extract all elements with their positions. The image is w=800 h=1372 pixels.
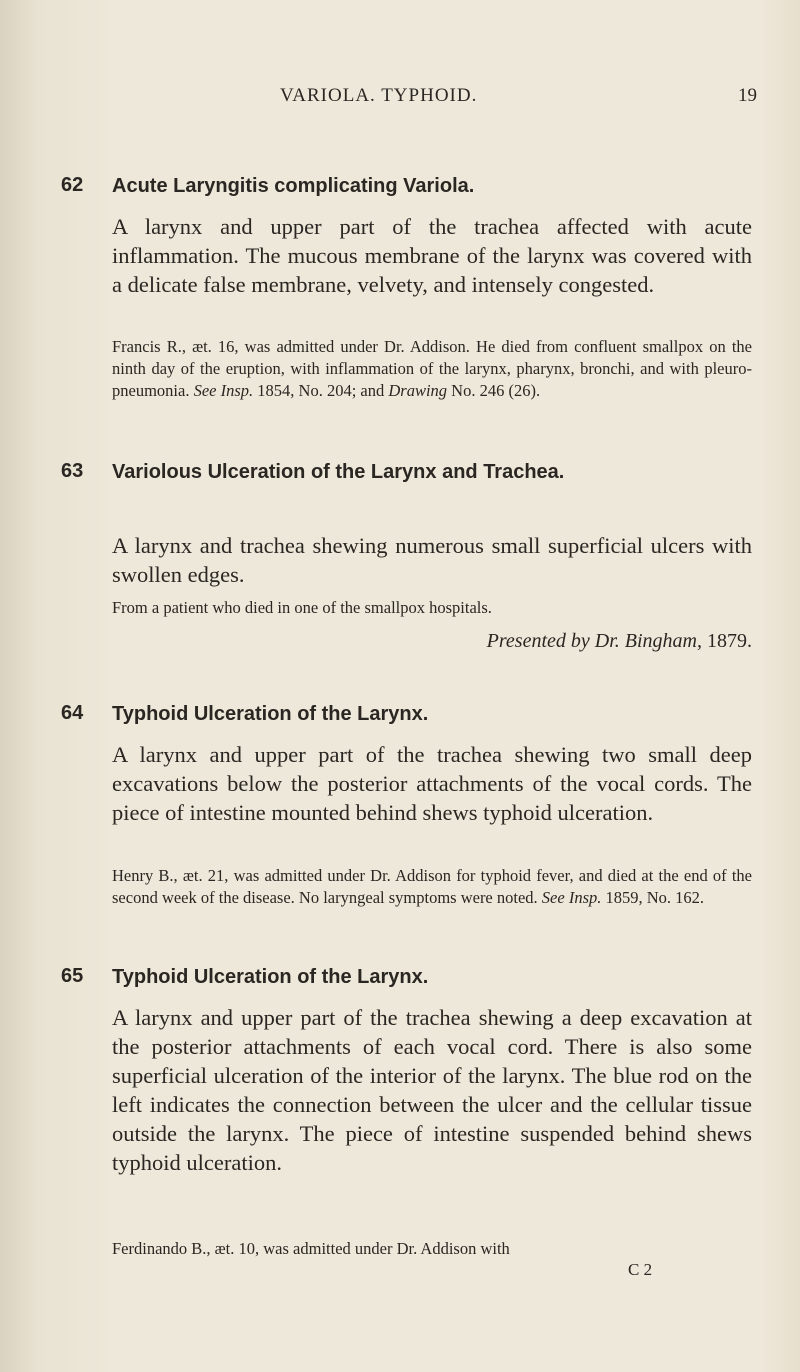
presented-by bbox=[112, 630, 752, 653]
entry-number: 62 bbox=[61, 174, 84, 196]
entry-number: 63 bbox=[61, 460, 84, 482]
entry-description: A larynx and upper part of the trachea affected with acute inflammation. The mucous membrane of the larynx was covered with a delicate false membrane, velvety, and intensely congested. bbox=[112, 214, 752, 297]
case-note-text: Henry B., æt. 21, was admitted under Dr. Addison for typhoid fever, and died at the end of the second week of the disease. No laryngeal symptoms were noted. bbox=[112, 866, 752, 907]
case-note: Ferdinando B., æt. 10, was admitted under Dr. Addison with bbox=[112, 1239, 510, 1258]
reference-text-2: No. 246 (26). bbox=[451, 381, 541, 400]
presented-text: Presented by Dr. Bingham, bbox=[486, 630, 702, 652]
case-note-text: Francis R., æt. 16, was admitted under Dr. Addison. He died from confluent smallpox on the ninth day of the eruption, with inflammation of the larynx, pharynx, bronchi, and with pleuro-pneumonia. bbox=[112, 337, 752, 400]
entry-number: 64 bbox=[61, 702, 84, 724]
running-head bbox=[0, 85, 800, 115]
entry-heading: Acute Laryngitis complicating Variola. bbox=[112, 175, 475, 197]
page-number: 19 bbox=[738, 85, 757, 106]
reference-see: See Insp. bbox=[541, 888, 602, 907]
entry-heading: Typhoid Ulceration of the Larynx. bbox=[112, 703, 429, 725]
entry-description: A larynx and upper part of the trachea shewing a deep excavation at the posterior attachments of each vocal cord. There is also some superficial ulceration of the interior of the larynx. The blue rod on the left indicates the connection between the ulcer and the cellular tissue outside the larynx. The piece of intestine suspended behind shews typhoid ulceration. bbox=[112, 1005, 752, 1175]
case-note bbox=[112, 336, 752, 402]
signature-mark: C 2 bbox=[628, 1260, 653, 1279]
presented-year: 1879. bbox=[707, 630, 752, 652]
entry-heading: Typhoid Ulceration of the Larynx. bbox=[112, 966, 429, 988]
entry-description: A larynx and upper part of the trachea shewing two small deep excavations below the posterior attachments of the vocal cords. The piece of intestine mounted behind shews typhoid ulceration. bbox=[112, 742, 752, 825]
entry-heading: Variolous Ulceration of the Larynx and Trachea. bbox=[112, 461, 565, 483]
entry-number: 65 bbox=[61, 965, 84, 987]
reference-see: See Insp. bbox=[193, 381, 254, 400]
reference-text: 1854, No. 204; and bbox=[257, 381, 385, 400]
entry-description: A larynx and trachea shewing numerous small superficial ulcers with swollen edges. bbox=[112, 533, 752, 587]
case-note bbox=[112, 865, 752, 909]
reference-drawing: Drawing bbox=[388, 381, 448, 400]
case-note: From a patient who died in one of the smallpox hospitals. bbox=[112, 598, 492, 617]
reference-text: 1859, No. 162. bbox=[605, 888, 705, 907]
running-title: VARIOLA. TYPHOID. bbox=[280, 85, 478, 106]
